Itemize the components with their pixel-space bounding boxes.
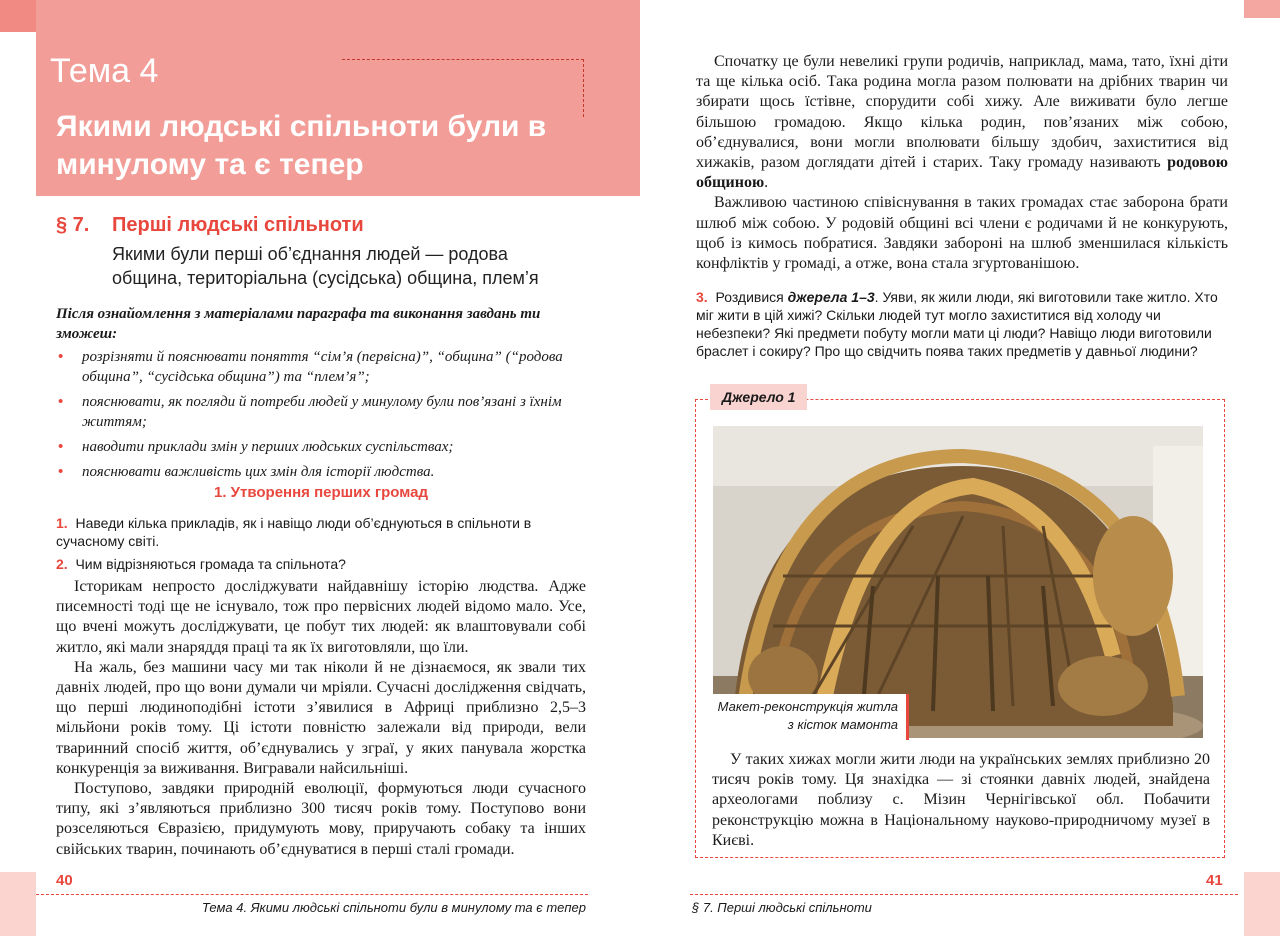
topic-label: Тема 4 [50,52,159,90]
banner-dash-horizontal [342,59,584,60]
bullet-icon: • [58,349,64,365]
paragraph: Спочатку це були невеликі групи родичів, наприклад, мама, тато, їхні діти та ще кілька осіб. Така родина могла разом полювати на дрібних тварин чи збирати щось їстівне, спорудити собі хижу. Але виживати було легше більшою громадою. Якщо кілька родин, пов’язаних між собою, об’єднувалися, вони могли вполювати більшу здобич, захиститися від хижаків, разом доглядати дітей і старих. Таку громаду називають родовою общиною. [696,53,1228,192]
key-term: родовою общиною [696,154,1228,192]
question-1: 1. Наведи кілька прикладів, як і навіщо люди об’єднуються в спільноти в сучасному світі. [56,515,532,549]
goals-list [56,347,586,487]
topic-title: Якими людські спільноти були в минулому та є тепер [56,110,547,181]
goal-item: • розрізняти й пояснювати поняття “сім’я (первісна)”, “община” (“родова община”, “сусідська община”) та “плем’я”; [58,349,563,385]
corner-tab-bottom-left [0,872,36,936]
footer-divider-right [690,894,1238,895]
right-body-text [696,52,1228,274]
corner-tab-top-left [0,0,36,32]
section-subtitle: Якими були перші об’єднання людей — родова община, територіальна (сусідська) община, плем’я [112,244,539,288]
page-number-left: 40 [56,872,73,889]
goal-item: • пояснювати, як погляди й потреби людей у минулому були пов’язані з їхнім життям; [58,394,562,430]
goal-item: • наводити приклади змін у перших людських суспільствах; [58,439,454,455]
source-reference: джерела 1–3 [787,289,875,305]
paragraph: Історикам непросто досліджувати найдавнішу історію людства. Адже писемності тоді ще не існувало, тож про первісних людей відомо мало. Усе, що вчені можуть досліджувати, це побут тих людей: як влаштовували собі житло, які мали знаряддя праці та як їх виготовляли, що їли. [56,578,586,656]
bullet-icon: • [58,464,64,480]
running-footer-left: Тема 4. Якими людські спільноти були в минулому та є тепер [201,900,586,915]
question-3: 3. Роздивися джерела 1–3. Уяви, як жили люди, які виготовили таке житло. Хто міг жити в цій хижі? Скільки людей тут могло захиститися від холоду чи небезпеки? Які предмети побуту могли мати ці люди? Навіщо люди виготовили браслет і сокиру? Про що свідчить поява таких предметів у давньої людини? [696,289,1218,359]
photo-illustration [713,426,1203,738]
subsection-title: 1. Утворення перших громад [213,484,429,501]
source-label: Джерело 1 [710,384,807,410]
corner-tab-top-right [1244,0,1280,18]
corner-tab-bottom-right [1244,872,1280,936]
goal-item: • пояснювати важливість цих змін для історії людства. [58,464,435,480]
paragraph: Поступово, завдяки природній еволюції, формуються люди сучасного типу, які з’являються приблизно 300 тисяч років тому. Поступово вони розселяються Євразією, придумують мову, приручають собаку та інших свійських тварин, починають об’єднуватися в перші сталі громади. [56,780,586,858]
footer-divider-left [36,894,588,895]
paragraph: Важливою частиною співіснування в таких громадах стає заборона брати шлюб між собою. У родовій общині всі члени є родичами й не конкурують, щоб із кимось побратися. Завдяки забороні на шлюб зменшилася кількість конфліктів у громаді, а отже, вона стала згуртованішою. [696,194,1228,273]
page-number-right: 41 [1206,872,1223,889]
section-title: Перші людські спільноти [112,214,364,236]
left-body-text [56,577,586,860]
bullet-icon: • [58,439,64,455]
section-number: § 7. [56,214,90,236]
bullet-icon: • [58,394,64,410]
question-2: 2. Чим відрізняються громада та спільнота? [56,556,346,572]
goals-intro: Після ознайомлення з матеріалами параграфа та виконання завдань ти зможеш: [56,306,541,342]
mammoth-dwelling-photo [713,426,1203,738]
photo-caption: Макет-реконструкція житла з кісток мамонта [713,694,909,740]
running-footer-right: § 7. Перші людські спільноти [692,900,872,915]
paragraph: На жаль, без машини часу ми так ніколи й не дізнаємося, як звали тих давніх людей, про що вони думали чи мріяли. Сучасні дослідження свідчать, що перші людиноподібні істоти з’явилися в Африці приблизно 2,5–3 мільйони років тому. Ці істоти повністю залежали від природи, вели тваринний спосіб життя, об’єднувались у зграї, у яких панувала жорстка конкуренція за виживання. Вигравали найсильніші. [56,658,586,777]
source-description: У таких хижах могли жити люди на українських землях приблизно 20 тисяч років тому. Ця знахідка — зі стоянки давніх людей, знайдена археологами поблизу с. Мізин Чернігівської обл. Побачити реконструкцію можна в Національному науково-природничому музеї в Києві. [712,751,1210,849]
